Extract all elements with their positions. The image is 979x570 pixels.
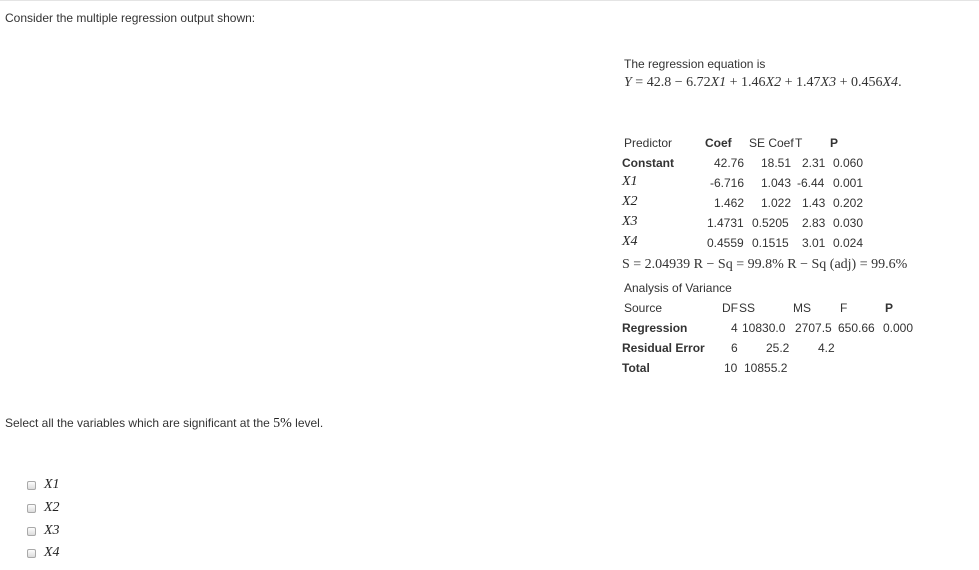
anova-row-total-ss: 10855.2	[744, 361, 788, 375]
anova-header-df: DF	[722, 301, 738, 315]
equation-x2: X2	[765, 75, 782, 90]
equation-label: The regression equation is	[624, 57, 766, 71]
model-fit-line: S = 2.04939 R − Sq = 99.8% R − Sq (adj) = 99.6%	[622, 257, 908, 272]
row-x3-se: 0.5205	[752, 216, 789, 230]
equation-intercept: = 42.8 − 6.72	[631, 75, 711, 90]
regression-equation	[624, 75, 902, 91]
anova-row-regression-f: 650.66	[838, 321, 875, 335]
anova-row-regression-ms: 2707.5	[795, 321, 832, 335]
anova-row-residual-source: Residual Error	[622, 341, 705, 355]
anova-row-regression-ss: 10830.0	[742, 321, 786, 335]
anova-row-residual-df: 6	[731, 341, 738, 355]
row-constant-name: Constant	[622, 156, 674, 170]
equation-x1: X1	[710, 75, 727, 90]
header-t: T	[795, 136, 803, 150]
row-x4-t: 3.01	[802, 236, 826, 250]
anova-header-source: Source	[624, 301, 663, 315]
select-question-prefix: Select all the variables which are significant at the	[5, 416, 274, 430]
header-predictor: Predictor	[624, 136, 673, 150]
anova-row-regression-df: 4	[731, 321, 738, 335]
option-x1-label: X1	[44, 477, 60, 492]
equation-coef-x4: + 0.456	[836, 75, 883, 90]
option-x4[interactable]	[27, 544, 60, 562]
equation-coef-x3: + 1.47	[781, 75, 821, 90]
row-constant-se: 18.51	[761, 156, 792, 170]
row-constant-coef: 42.76	[714, 156, 745, 170]
anova-header-ss: SS	[739, 301, 756, 315]
option-x3-label: X3	[44, 523, 60, 538]
row-x4-name: X4	[622, 234, 638, 249]
row-x1-p: 0.001	[833, 176, 864, 190]
row-x1-se: 1.043	[761, 176, 792, 190]
anova-row-regression-source: Regression	[622, 321, 688, 335]
anova-row-total-source: Total	[622, 361, 650, 375]
row-x3-p: 0.030	[833, 216, 864, 230]
question-prompt: Consider the multiple regression output shown:	[5, 11, 256, 25]
header-p: P	[830, 136, 839, 150]
equation-y: Y	[624, 75, 632, 90]
option-x1[interactable]	[27, 476, 60, 494]
significance-level: 5%	[273, 416, 292, 431]
row-x4-se: 0.1515	[752, 236, 789, 250]
equation-coef-x2: + 1.46	[726, 75, 766, 90]
equation-end: .	[898, 75, 902, 90]
row-x2-name: X2	[622, 194, 638, 209]
row-x4-p: 0.024	[833, 236, 864, 250]
row-constant-t: 2.31	[802, 156, 826, 170]
row-x1-t: -6.44	[797, 176, 825, 190]
row-x1-name: X1	[622, 174, 638, 189]
checkbox-x4[interactable]	[27, 549, 36, 558]
row-x2-p: 0.202	[833, 196, 864, 210]
row-constant-p: 0.060	[833, 156, 864, 170]
option-x3[interactable]	[27, 522, 60, 540]
anova-row-regression-p: 0.000	[883, 321, 914, 335]
row-x3-name: X3	[622, 214, 638, 229]
row-x3-coef: 1.4731	[707, 216, 744, 230]
row-x2-coef: 1.462	[714, 196, 745, 210]
row-x4-coef: 0.4559	[707, 236, 744, 250]
row-x3-t: 2.83	[802, 216, 826, 230]
header-se-coef: SE Coef	[749, 136, 794, 150]
row-x1-coef: -6.716	[710, 176, 745, 190]
anova-header-ms: MS	[793, 301, 811, 315]
anova-row-residual-ms: 4.2	[818, 341, 835, 355]
option-x2-label: X2	[44, 500, 60, 515]
option-x4-label: X4	[44, 545, 60, 560]
top-divider	[0, 0, 979, 1]
equation-x3: X3	[820, 75, 837, 90]
anova-row-total-df: 10	[724, 361, 738, 375]
anova-header-p: P	[885, 301, 894, 315]
row-x2-t: 1.43	[802, 196, 826, 210]
checkbox-x2[interactable]	[27, 504, 36, 513]
anova-header-f: F	[840, 301, 848, 315]
select-question-suffix: level.	[291, 416, 324, 430]
select-question	[5, 416, 323, 432]
anova-row-residual-ss: 25.2	[766, 341, 790, 355]
checkbox-x3[interactable]	[27, 527, 36, 536]
header-coef: Coef	[705, 136, 732, 150]
checkbox-x1[interactable]	[27, 481, 36, 490]
equation-x4: X4	[882, 75, 899, 90]
row-x2-se: 1.022	[761, 196, 792, 210]
option-x2[interactable]	[27, 499, 60, 517]
anova-title: Analysis of Variance	[624, 281, 732, 295]
